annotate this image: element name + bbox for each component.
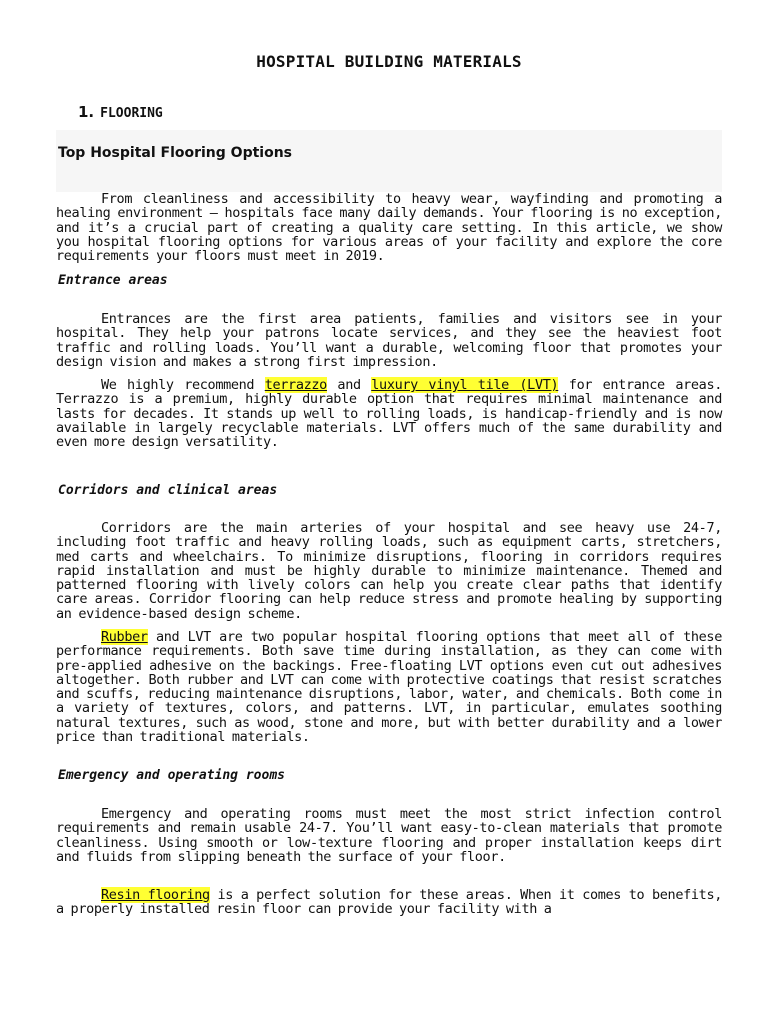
resin-flooring-link[interactable]: Resin flooring [101, 887, 210, 903]
emergency-p2-post: is a perfect solution for these areas. When it comes to benefits, a properly installed resin floor can provide your facility with a [56, 887, 722, 918]
rubber-link[interactable]: Rubber [101, 629, 148, 645]
entrance-heading: Entrance areas [58, 273, 168, 288]
lvt-link[interactable]: luxury vinyl tile (LVT) [371, 377, 559, 393]
entrance-p2-post: for entrance areas. Terrazzo is a premium, highly durable option that requires minimal maintenance and lasts for decades. It stands up well to rolling loads, is handicap-friendly and is now available in largely recyclable materials. LVT offers much of the same durability and even more design versatility. [56, 377, 722, 451]
entrance-p2-mid: and [326, 377, 372, 393]
corridors-paragraph-1: Corridors are the main arteries of your hospital and see heavy use 24-7, including foot traffic and heavy rolling loads, such as equipment carts, stretchers, med carts and wheelchairs. To minimize disruptions, flooring in corridors requires rapid installation and must be highly durable to minimize maintenance. Themed and patterned flooring with lively colors can help you create clear paths that identify care areas. Corridor flooring can help reduce stress and promote healing by supporting an evidence-based design scheme. [56, 520, 722, 622]
emergency-paragraph-2 [56, 888, 722, 917]
entrance-paragraph-1: Entrances are the first area patients, families and visitors see in your hospital. They help your patrons locate services, and they see the heaviest foot traffic and rolling loads. You’ll want a durable, welcoming floor that promotes your design vision and makes a strong first impression. [56, 311, 722, 370]
top-heading: Top Hospital Flooring Options [58, 145, 293, 161]
intro-paragraph: From cleanliness and accessibility to heavy wear, wayfinding and promoting a healing environment — hospitals face many daily demands. Your flooring is no exception, and it’s a crucial part of creating a quality care setting. In this article, we show you hospital flooring options for various areas of your facility and explore the core requirements your floors must meet in 2019. [56, 191, 722, 265]
emergency-heading: Emergency and operating rooms [58, 768, 285, 783]
corridors-p2-post: and LVT are two popular hospital flooring options that meet all of these performance requirements. Both save time during installation, as they can come with pre-applied adhesive on the backings. Free-floating LVT options even cut out adhesives altogether. Both rubber and LVT can come with protective coatings that resist scratches and scuffs, reducing maintenance disruptions, labor, water, and chemicals. Both come in a variety of textures, colors, and patterns. LVT, in particular, emulates soothing natural textures, such as wood, stone and more, but with better durability and a lower price than traditional materials. [56, 629, 722, 746]
section-number: 1. [78, 103, 95, 121]
document-title: HOSPITAL BUILDING MATERIALS [256, 52, 522, 71]
terrazzo-link[interactable]: terrazzo [264, 377, 327, 393]
section-label: FLOORING [100, 106, 163, 121]
entrance-p2-pre: We highly recommend [101, 377, 265, 393]
emergency-paragraph-1: Emergency and operating rooms must meet the most strict infection control requirements and remain usable 24-7. You’ll want easy-to-clean materials that promote cleanliness. Using smooth or low-texture flooring and proper installation keeps dirt and fluids from slipping beneath the surface of your floor. [56, 806, 722, 865]
section-heading [78, 103, 163, 121]
corridors-paragraph-2 [56, 630, 722, 744]
heading-background [56, 130, 722, 192]
entrance-paragraph-2 [56, 378, 722, 449]
corridors-heading: Corridors and clinical areas [58, 483, 278, 498]
